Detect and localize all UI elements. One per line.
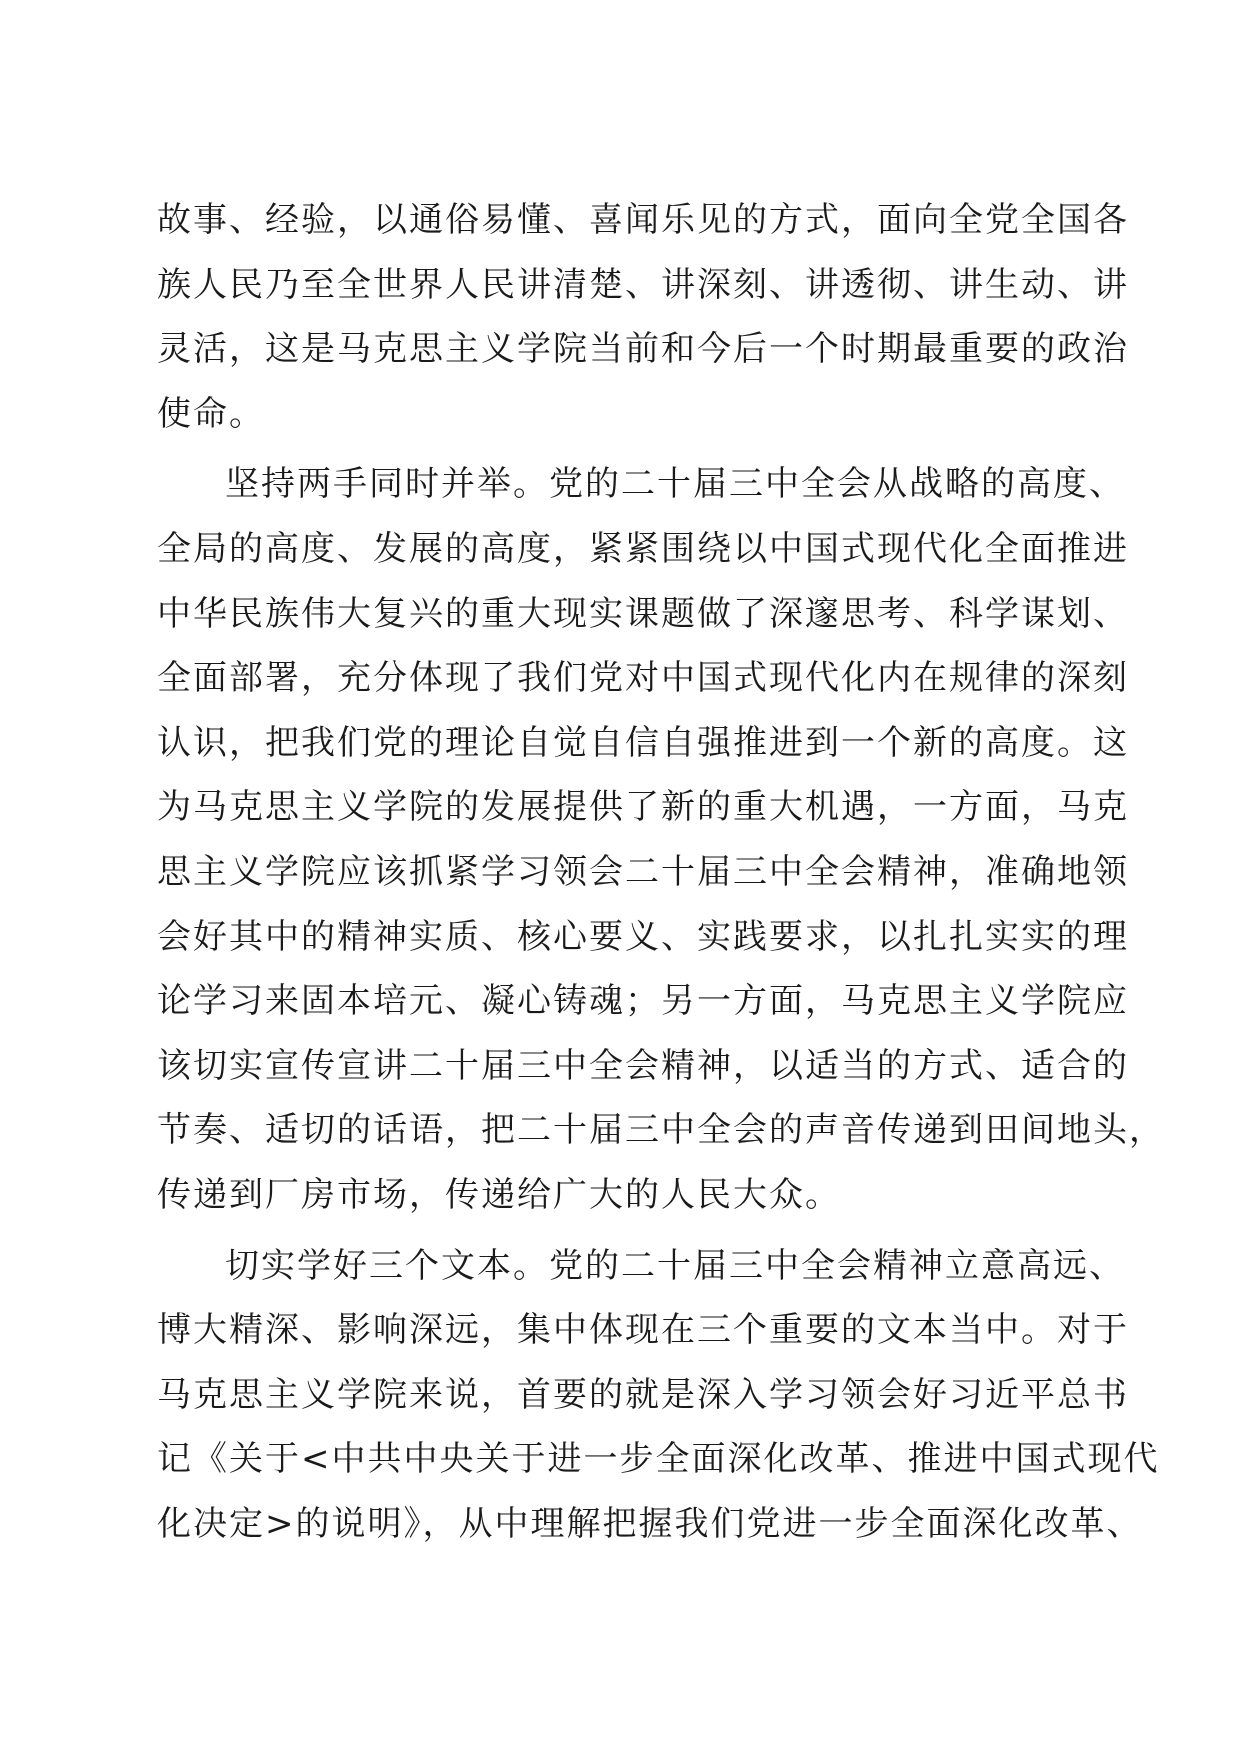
text-line: 思主义学院应该抓紧学习领会二十届三中全会精神，准确地领 [157,851,1129,892]
text-line: 为马克思主义学院的发展提供了新的重大机遇，一方面，马克 [157,787,1129,828]
document-body [157,188,1165,1556]
text-line: 会好其中的精神实质、核心要义、实践要求，以扎扎实实的理 [157,916,1129,957]
text-line: 灵活，这是马克思主义学院当前和今后一个时期最重要的政治 [157,329,1129,370]
text-line: 坚持两手同时并举。党的二十届三中全会从战略的高度、 [225,464,1125,505]
text-line: 切实学好三个文本。党的二十届三中全会精神立意高远、 [225,1245,1125,1286]
text-line: 认识，把我们党的理论自觉自信自强推进到一个新的高度。这 [157,722,1129,763]
text-line: 全局的高度、发展的高度，紧紧围绕以中国式现代化全面推进 [157,528,1129,569]
text-line: 中华民族伟大复兴的重大现实课题做了深邃思考、科学谋划、 [157,593,1129,634]
paragraph-2 [157,452,1165,1227]
text-line: 马克思主义学院来说，首要的就是深入学习领会好习近平总书 [157,1374,1129,1415]
text-line: 传递到厂房市场，传递给广大的人民大众。 [157,1174,841,1215]
text-line: 全面部署，充分体现了我们党对中国式现代化内在规律的深刻 [157,658,1129,699]
text-line: 族人民乃至全世界人民讲清楚、讲深刻、讲透彻、讲生动、讲 [157,264,1129,305]
text-line: 记《关于<中共中央关于进一步全面深化改革、推进中国式现代 [157,1439,1160,1480]
text-line: 使命。 [157,393,265,434]
paragraph-3 [157,1234,1160,1557]
text-line: 博大精深、影响深远，集中体现在三个重要的文本当中。对于 [157,1310,1129,1351]
text-line: 化决定>的说明》，从中理解把握我们党进一步全面深化改革、 [157,1503,1143,1544]
text-line: 节奏、适切的话语，把二十届三中全会的声音传递到田间地头， [157,1110,1165,1151]
paragraph-1 [157,188,1129,446]
text-line: 论学习来固本培元、凝心铸魂；另一方面，马克思主义学院应 [157,981,1129,1022]
text-line: 故事、经验，以通俗易懂、喜闻乐见的方式，面向全党全国各 [157,200,1129,240]
text-line: 该切实宣传宣讲二十届三中全会精神，以适当的方式、适合的 [157,1045,1129,1086]
